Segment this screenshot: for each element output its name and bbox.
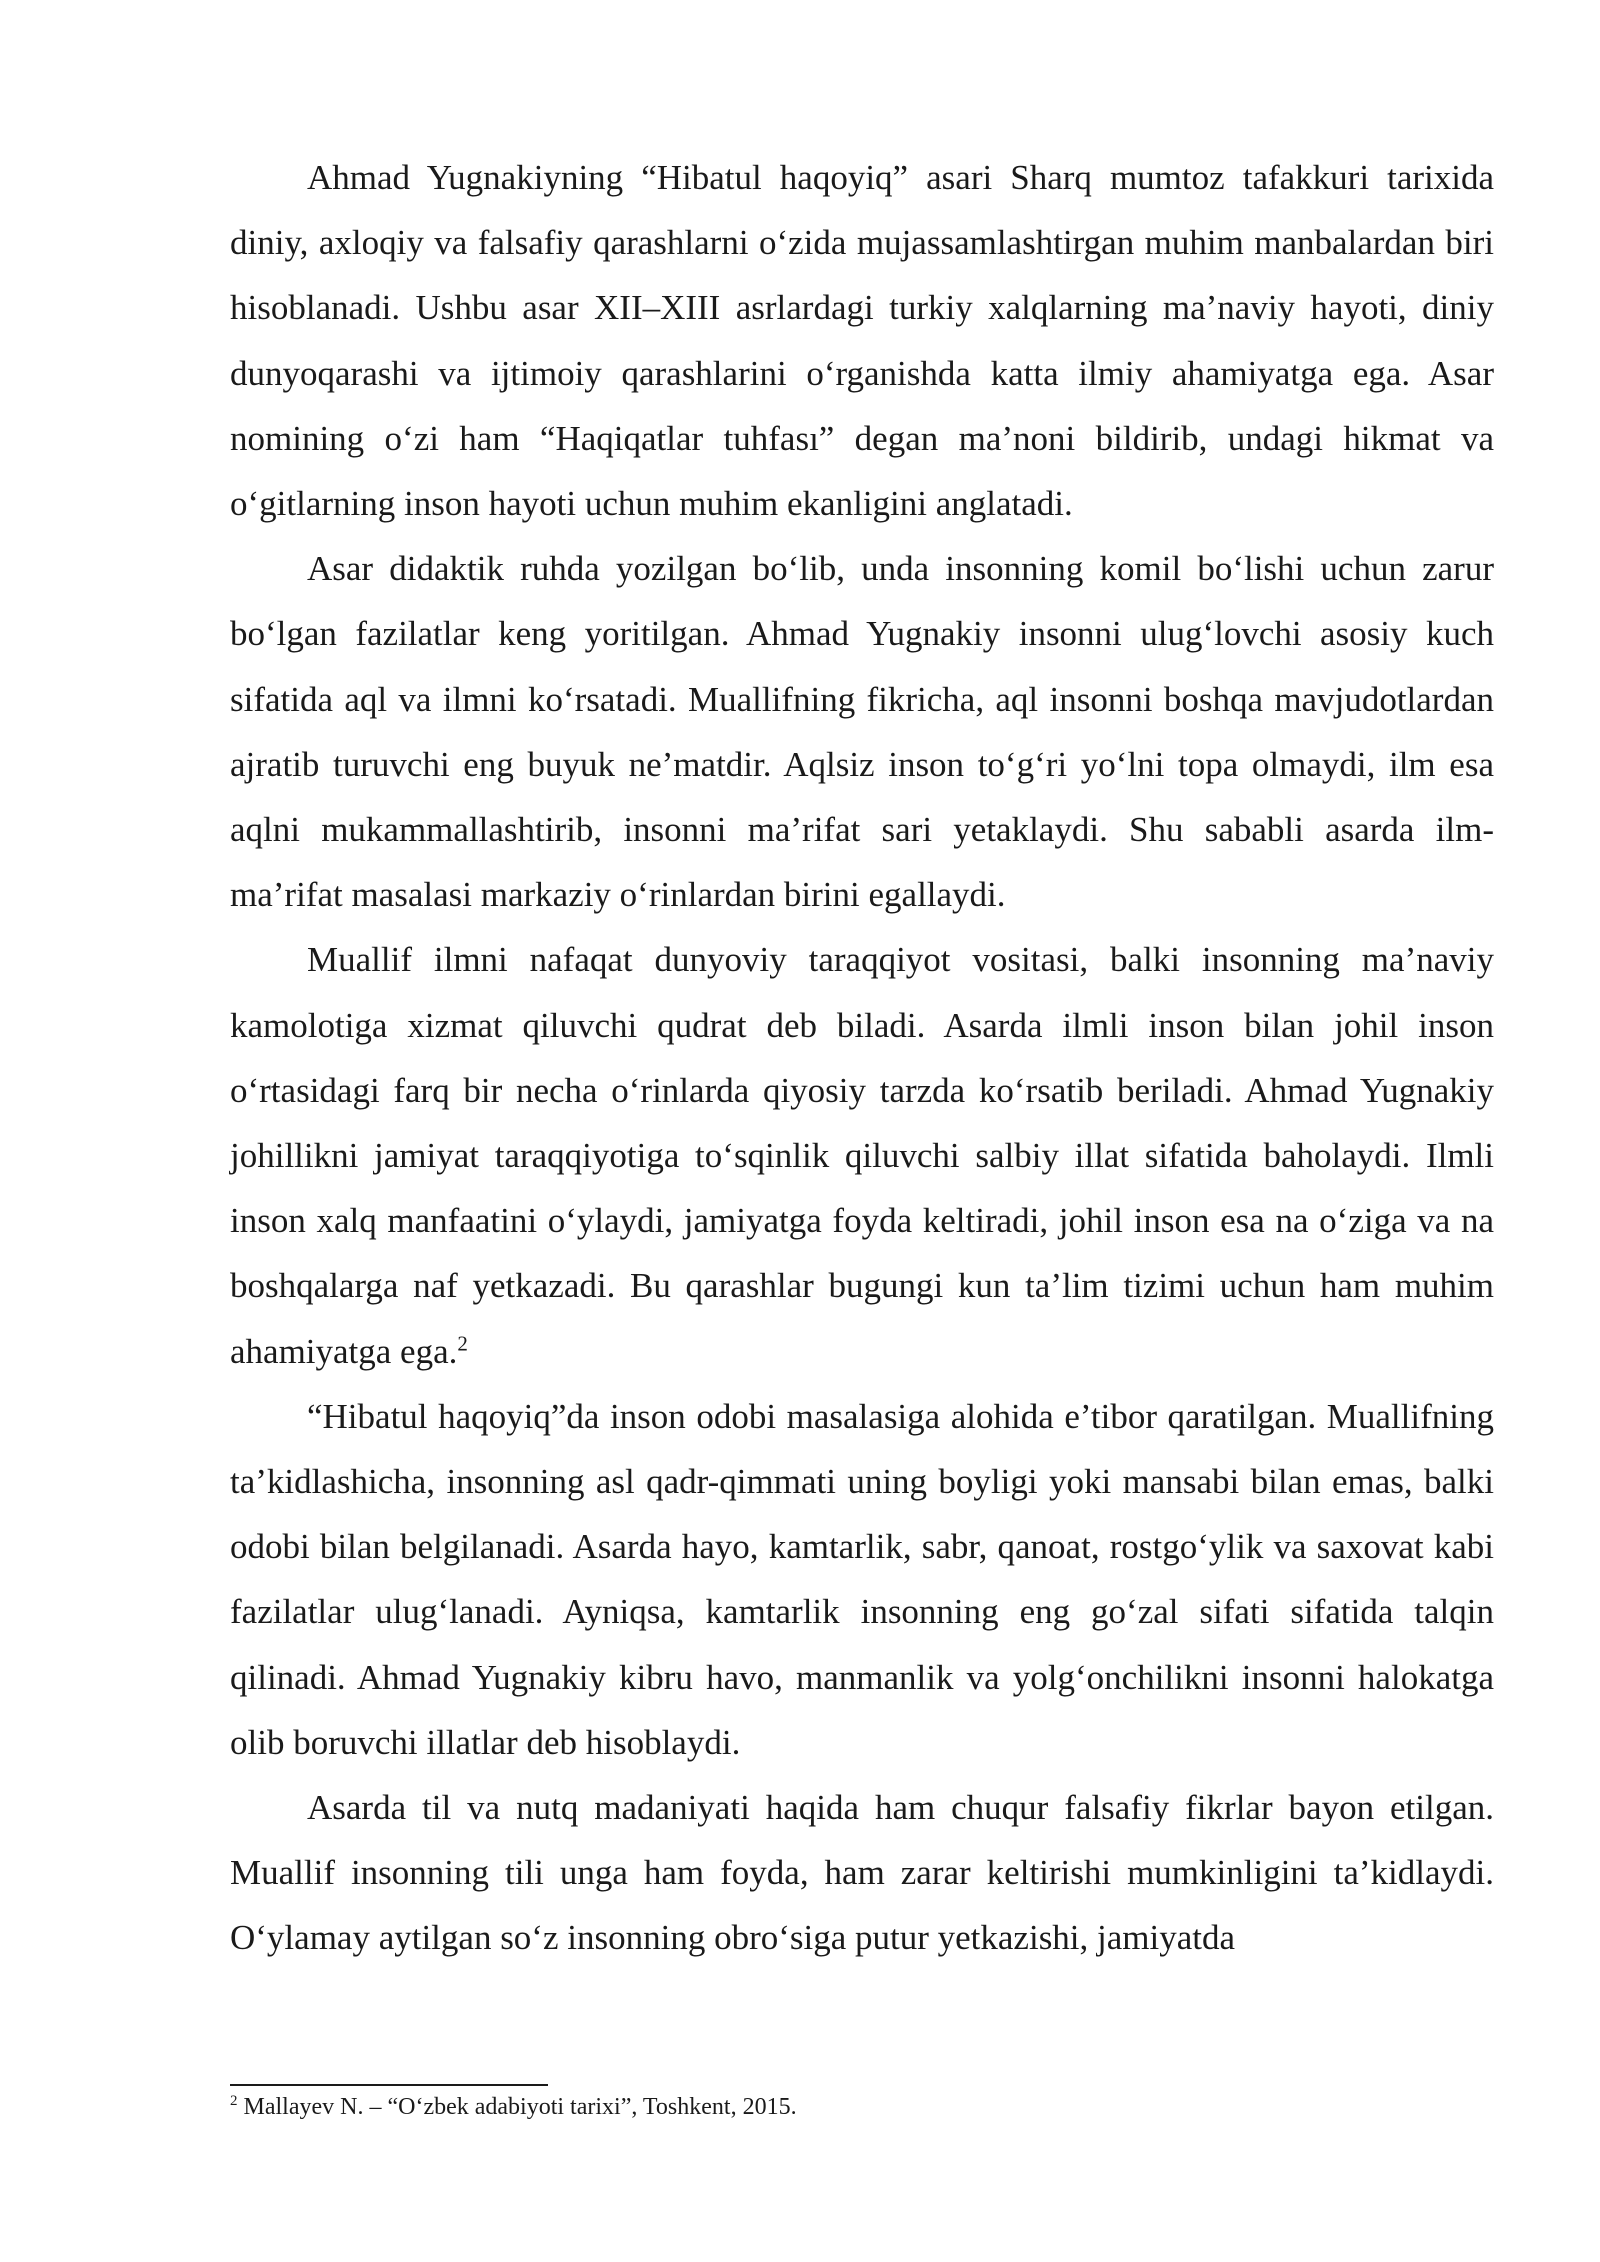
paragraph-5: Asarda til va nutq madaniyati haqida ham chuqur falsafiy fikrlar bayon etilgan. Muallif insonning tili unga ham foyda, ham zarar keltirishi mumkinligini ta’kidlaydi. O‘ylamay aytilgan so‘z insonning obro‘siga putur yetkazishi, jamiyatda: [230, 1788, 1494, 1958]
paragraph-3: [230, 927, 1494, 1383]
footnote-separator: [230, 2084, 548, 2086]
footnote: [230, 2090, 1494, 2124]
paragraph-3-text: Muallif ilmni nafaqat dunyoviy taraqqiyot vositasi, balki insonning ma’naviy kamolotiga xizmat qiluvchi qudrat deb biladi. Asarda ilmli inson bilan johil inson o‘rtasidagi farq bir necha o‘rinlarda qiyosiy tarzda ko‘rsatib beriladi. Ahmad Yugnakiy johillikni jamiyat taraqqiyotiga to‘sqinlik qiluvchi salbiy illat sifatida baholaydi. Ilmli inson xalq manfaatini o‘ylaydi, jamiyatga foyda keltiradi, johil inson esa na o‘ziga va na boshqalarga naf yetkazadi. Bu qarashlar bugungi kun ta’lim tizimi uchun ham muhim ahamiyatga ega.: [230, 940, 1494, 1371]
footnote-reference[interactable]: 2: [457, 1331, 468, 1355]
body-text: [230, 145, 1494, 1971]
paragraph-4: “Hibatul haqoyiq”da inson odobi masalasiga alohida e’tibor qaratilgan. Muallifning ta’kidlashicha, insonning asl qadr-qimmati uning boyligi yoki mansabi bilan emas, balki odobi bilan belgilanadi. Asarda hayo, kamtarlik, sabr, qanoat, rostgo‘ylik va saxovat kabi fazilatlar ulug‘lanadi. Ayniqsa, kamtarlik insonning eng go‘zal sifati sifatida talqin qilinadi. Ahmad Yugnakiy kibru havo, manmanlik va yolg‘onchilikni insonni halokatga olib boruvchi illatlar deb hisoblaydi.: [230, 1396, 1494, 1762]
footnote-text: Mallayev N. – “O‘zbek adabiyoti tarixi”, Toshkent, 2015.: [243, 2094, 797, 2120]
footnote-number: 2: [230, 2093, 238, 2109]
paragraph-1: Ahmad Yugnakiyning “Hibatul haqoyiq” asari Sharq mumtoz tafakkuri tarixida diniy, axloqiy va falsafiy qarashlarni o‘zida mujassamlashtirgan muhim manbalardan biri hisoblanadi. Ushbu asar XII–XIII asrlardagi turkiy xalqlarning ma’naviy hayoti, diniy dunyoqarashi va ijtimoiy qarashlarini o‘rganishda katta ilmiy ahamiyatga ega. Asar nomining o‘zi ham “Haqiqatlar tuhfası” degan ma’noni bildirib, undagi hikmat va o‘gitlarning inson hayoti uchun muhim ekanligini anglatadi.: [230, 158, 1494, 524]
paragraph-2: Asar didaktik ruhda yozilgan bo‘lib, unda insonning komil bo‘lishi uchun zarur bo‘lgan fazilatlar keng yoritilgan. Ahmad Yugnakiy insonni ulug‘lovchi asosiy kuch sifatida aql va ilmni ko‘rsatadi. Muallifning fikricha, aql insonni boshqa mavjudotlardan ajratib turuvchi eng buyuk ne’matdir. Aqlsiz inson to‘g‘ri yo‘lni topa olmaydi, ilm esa aqlni mukammallashtirib, insonni ma’rifat sari yetaklaydi. Shu sababli asarda ilm-ma’rifat masalasi markaziy o‘rinlardan birini egallaydi.: [230, 549, 1494, 915]
